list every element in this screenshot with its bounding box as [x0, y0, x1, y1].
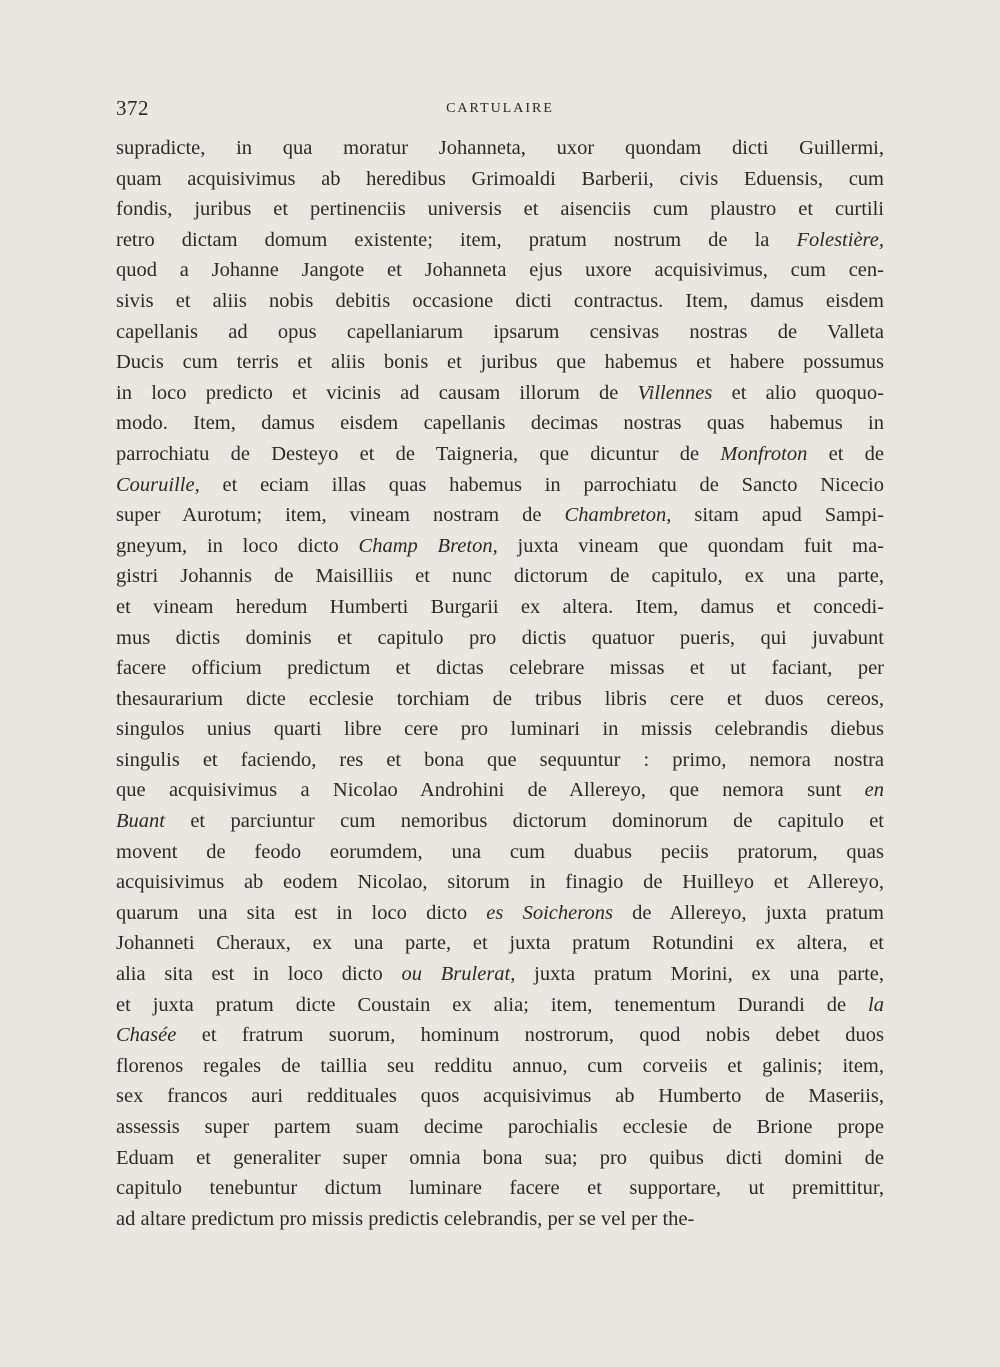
text-line: [116, 500, 884, 531]
italic-place-name: ou Brulerat,: [401, 963, 516, 986]
text-line: [116, 225, 884, 256]
text-segment: sivis et aliis nobis debitis occasione dicti contractus. Item, damus eisdem: [116, 289, 884, 312]
text-line: [116, 684, 884, 715]
text-segment: quod a Johanne Jangote et Johanneta ejus uxore acquisivimus, cum cen-: [116, 259, 884, 282]
running-title: CARTULAIRE: [446, 101, 554, 116]
text-segment: facere officium predictum et dictas celebrare missas et ut faciant, per: [116, 657, 884, 680]
text-segment: et vineam heredum Humberti Burgarii ex altera. Item, damus et concedi-: [116, 595, 884, 618]
text-line: [116, 1143, 884, 1174]
text-segment: Ducis cum terris et aliis bonis et juribus que habemus et habere possumus: [116, 351, 884, 374]
text-segment: et eciam illas quas habemus in parrochiatu de Sancto Nicecio: [199, 473, 884, 496]
italic-place-name: Villennes: [637, 381, 713, 404]
text-line: [116, 623, 884, 654]
text-segment: et parciuntur cum nemoribus dictorum dominorum de capitulo et: [164, 810, 884, 833]
text-line: [116, 317, 884, 348]
italic-place-name: Champ Breton,: [358, 534, 498, 557]
text-line: [116, 806, 884, 837]
text-line: [116, 592, 884, 623]
text-segment: ad altare predictum pro missis predictis celebrandis, per se vel per the-: [116, 1207, 695, 1230]
text-line: [116, 928, 884, 959]
text-line: [116, 1204, 884, 1235]
text-segment: juxta pratum Morini, ex una parte,: [515, 963, 884, 986]
text-segment: et alio quoquo-: [712, 381, 884, 404]
text-line: [116, 898, 884, 929]
text-segment: thesaurarium dicte ecclesie torchiam de tribus libris cere et duos cereos,: [116, 687, 884, 710]
text-segment: retro dictam domum existente; item, pratum nostrum de la: [116, 228, 797, 251]
italic-place-name: Monfroton: [720, 442, 808, 465]
text-line: [116, 408, 884, 439]
page-number: 372: [116, 96, 149, 120]
text-line: [116, 378, 884, 409]
text-segment: et fratrum suorum, hominum nostrorum, quod nobis debet duos: [176, 1024, 884, 1047]
text-segment: juxta vineam que quondam fuit ma-: [497, 534, 884, 557]
text-segment: mus dictis dominis et capitulo pro dictis quatuor pueris, qui juvabunt: [116, 626, 884, 649]
text-segment: singulos unius quarti libre cere pro luminari in missis celebrandis diebus: [116, 718, 884, 741]
italic-place-name: la: [868, 993, 884, 1016]
text-line: [116, 561, 884, 592]
page-header: [116, 96, 884, 126]
text-segment: et juxta pratum dicte Coustain ex alia; item, tenementum Durandi de: [116, 993, 869, 1016]
text-line: [116, 133, 884, 164]
text-segment: capellanis ad opus capellaniarum ipsarum censivas nostras de Valleta: [116, 320, 884, 343]
text-line: [116, 990, 884, 1021]
text-line: [116, 867, 884, 898]
body-text: [116, 133, 884, 1234]
text-line: [116, 194, 884, 225]
text-segment: parrochiatu de Desteyo et de Taigneria, que dicuntur de: [116, 442, 721, 465]
text-line: [116, 470, 884, 501]
text-segment: acquisivimus ab eodem Nicolao, sitorum in finagio de Huilleyo et Allereyo,: [116, 871, 884, 894]
italic-place-name: Couruille,: [116, 473, 200, 496]
text-segment: super Aurotum; item, vineam nostram de: [116, 504, 565, 527]
text-line: [116, 1112, 884, 1143]
text-segment: assessis super partem suam decime parochialis ecclesie de Brione prope: [116, 1116, 884, 1138]
text-line: [116, 531, 884, 562]
text-line: [116, 286, 884, 317]
italic-place-name: Chasée: [116, 1024, 177, 1047]
text-segment: singulis et faciendo, res et bona que sequuntur : primo, nemora nostra: [116, 748, 884, 771]
text-segment: modo. Item, damus eisdem capellanis decimas nostras quas habemus in: [116, 412, 884, 435]
text-line: [116, 1051, 884, 1082]
text-segment: gistri Johannis de Maisilliis et nunc dictorum de capitulo, ex una parte,: [116, 565, 884, 588]
text-segment: supradicte, in qua moratur Johanneta, uxor quondam dicti Guillermi,: [116, 137, 884, 159]
text-segment: sitam apud Sampi-: [671, 504, 884, 527]
text-line: [116, 347, 884, 378]
text-line: [116, 775, 884, 806]
italic-place-name: en: [864, 779, 884, 802]
text-segment: alia sita est in loco dicto: [116, 963, 402, 986]
text-segment: Johanneti Cheraux, ex una parte, et juxta pratum Rotundini ex altera, et: [116, 932, 884, 955]
text-segment: quarum una sita est in loco dicto: [116, 901, 487, 924]
text-segment: in loco predicto et vicinis ad causam illorum de: [116, 381, 638, 404]
text-line: [116, 255, 884, 286]
text-line: [116, 745, 884, 776]
text-segment: et de: [807, 442, 884, 465]
text-segment: sex francos auri reddituales quos acquisivimus ab Humberto de Maseriis,: [116, 1085, 884, 1108]
text-line: [116, 1020, 884, 1051]
text-line: [116, 837, 884, 868]
italic-place-name: Folestière,: [796, 228, 884, 251]
text-segment: gneyum, in loco dicto: [116, 534, 359, 557]
text-line: [116, 164, 884, 195]
text-segment: Eduam et generaliter super omnia bona sua; pro quibus dicti domini de: [116, 1146, 884, 1169]
italic-place-name: Chambreton,: [564, 504, 672, 527]
italic-place-name: es Soicherons: [486, 901, 613, 924]
text-segment: quam acquisivimus ab heredibus Grimoaldi Barberii, civis Eduensis, cum: [116, 167, 884, 190]
text-line: [116, 959, 884, 990]
text-segment: movent de feodo eorumdem, una cum duabus peciis pratorum, quas: [116, 840, 884, 863]
text-line: [116, 439, 884, 470]
text-line: [116, 714, 884, 745]
text-segment: fondis, juribus et pertinenciis universis et aisenciis cum plaustro et curtili: [116, 198, 884, 221]
text-segment: capitulo tenebuntur dictum luminare facere et supportare, ut premittitur,: [116, 1177, 884, 1200]
text-segment: florenos regales de taillia seu redditu annuo, cum corveiis et galinis; item,: [116, 1054, 884, 1077]
text-line: [116, 653, 884, 684]
text-line: [116, 1081, 884, 1112]
text-segment: que acquisivimus a Nicolao Androhini de Allereyo, que nemora sunt: [116, 779, 865, 802]
text-segment: de Allereyo, juxta pratum: [612, 901, 884, 924]
text-line: [116, 1173, 884, 1204]
italic-place-name: Buant: [116, 810, 165, 833]
